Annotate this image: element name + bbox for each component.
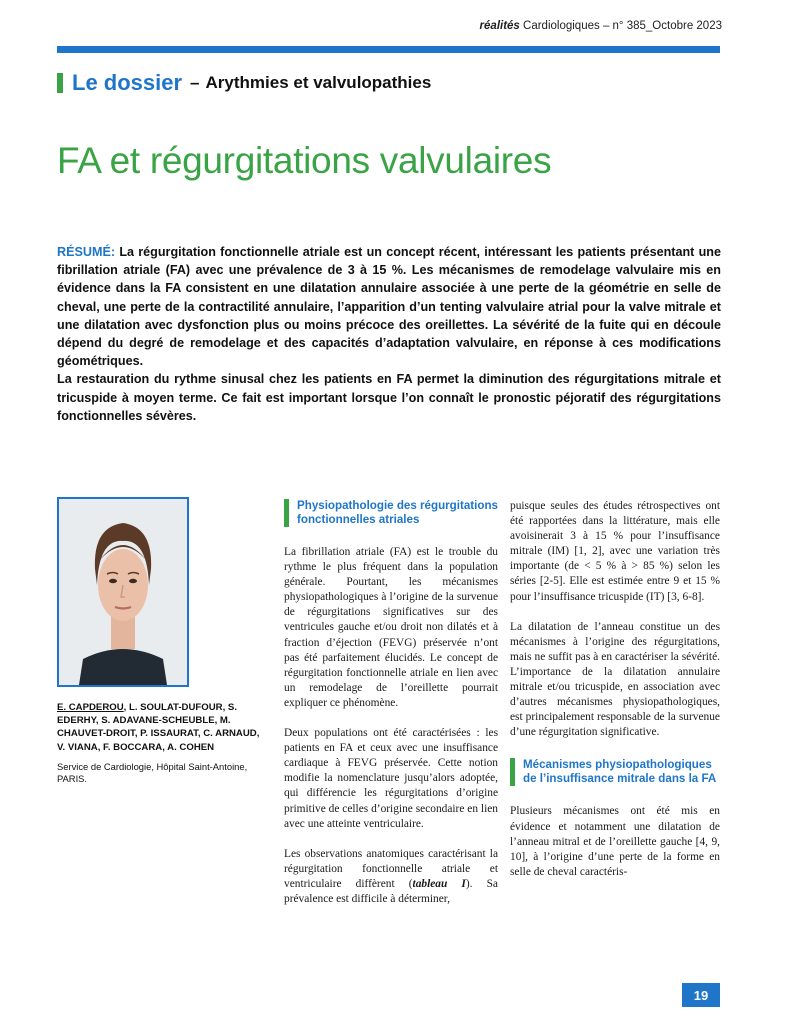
other-authors: , L. SOULAT-DUFOUR, S. EDERHY, S. ADAVANE-SCHEUBLE, M. CHAUVET-DROIT, P. ISSAURAT, C. ARNAUD, V. VIANA, F. BOCCARA, A. COHEN (57, 702, 260, 753)
section-name: Le dossier (72, 70, 183, 95)
running-header (480, 20, 722, 32)
abstract-paragraph-2: La restauration du rythme sinusal chez les patients en FA permet la diminution des régurgitations mitrale et tricuspide à moyen terme. Ce fait est important lorsque l’on connaît le pronostic péjoratif des régurgitations fonctionnelles sévères. (57, 372, 721, 423)
heading-marker-icon (284, 499, 289, 527)
paragraph: La dilatation de l’anneau constitue un des mécanismes à l’origine des régurgitations, mais ne suffit pas à en caractériser la sévérité. L’importance de la dilatation annulaire mitrale et/ou tricuspide, en association avec d’autres mécanismes physiopathologiques, est principalement responsable de la survenue d’une régurgitation significative. (510, 620, 720, 739)
heading-marker-icon (510, 758, 515, 786)
portrait-illustration-icon (59, 499, 187, 685)
column-2 (510, 499, 720, 880)
paragraph-text: ). Sa prévalence est difficile à déterminer, (284, 877, 498, 905)
abstract-label: RÉSUMÉ: (57, 245, 116, 259)
page-number: 19 (682, 983, 720, 1007)
paragraph (284, 847, 498, 907)
section-line (57, 70, 431, 96)
journal-issue: Cardiologiques – n° 385_Octobre 2023 (523, 20, 722, 32)
author-affiliation: Service de Cardiologie, Hôpital Saint-Antoine, PARIS. (57, 761, 248, 784)
first-author: E. CAPDEROU (57, 702, 124, 713)
paragraph: Deux populations ont été caractérisées : les patients en FA et ceux avec une insuffisance cardiaque à FEVG préservée. Cette notion modifie la nomenclature jusqu’alors adoptée, qui différencie les régurgitations d’origine primitive de celles d’origine secondaire en lien avec une atteinte ventriculaire. (284, 727, 498, 830)
article-title: FA et régurgitations valvulaires (57, 140, 552, 181)
author-list (57, 701, 267, 754)
top-rule (57, 46, 720, 53)
subheading-physiopathologie (284, 499, 498, 527)
journal-brand: réalités (479, 20, 520, 32)
abstract-paragraph-1 (57, 243, 721, 370)
section-topic: Arythmies et valvulopathies (205, 73, 432, 92)
section-separator: – (190, 73, 200, 92)
paragraph: puisque seules des études rétrospectives ont été rapportées dans la littérature, mais elle avoisinerait 3 à 15 % pour l’insuffisance mitrale (IM) [1, 2], avec une variation très importante (de < 5 % à > 85 %) selon les séries [2-5]. Elle est estimée entre 9 et 15 % pour l’insuffisance tricuspide (IT) [3, 6-8]. (510, 500, 720, 603)
paragraph: Plusieurs mécanismes ont été mis en évidence et notamment une dilatation de l’anneau mitral et de l’oreillette gauche [4, 9, 10], à l’origine d’une perte de la forme en selle de cheval caractéris- (510, 805, 720, 878)
paragraph-text: Les observations anatomiques caractérisant la régurgitation fonctionnelle atriale et ventriculaire diffèrent ( (284, 847, 498, 890)
subheading-text: Physiopathologie des régurgitations fonctionnelles atriales (297, 499, 498, 526)
paragraph: La fibrillation atriale (FA) est le trouble du rythme le plus fréquent dans la population générale. Pourtant, les mécanismes physiopathologiques à l’origine de la survenue de régurgitations significatives sur des ventricules gauche et/ou droit non dilatés et à fraction d’éjection (FEVG) préservée n’ont pas été parfaitement élucidés. Le concept de régurgitation fonctionnelle atriale en lien avec un remodelage de l’oreillette pourrait expliquer ce phénomène. (284, 546, 498, 709)
column-1 (284, 499, 498, 907)
section-marker-icon (57, 73, 63, 93)
subheading-mecanismes (510, 758, 720, 786)
subheading-text: Mécanismes physiopathologiques de l’insuffisance mitrale dans la FA (523, 758, 717, 786)
abstract-text-1: La régurgitation fonctionnelle atriale est un concept récent, intéressant les patients présentant une fibrillation atriale (FA) avec une prévalence de 3 à 15 %. Les mécanismes de remodelage valvulaire mis en évidence dans la FA consistent en une dilatation annulaire associée à une perte de la géométrie en selle de cheval, une perte de la contractilité annulaire, l’apparition d’un tenting valvulaire atrial pour la valve mitrale et une dilatation avec dysfonction plus ou moins précoce des oreillettes. La sévérité de la fuite qui en découle dépend du degré de remodelage et des capacités d’adaptation valvulaire, en réponse à ces modifications géométriques. (57, 245, 721, 369)
author-photo (57, 497, 189, 687)
table-reference: tableau I (412, 877, 466, 890)
abstract (57, 243, 721, 425)
